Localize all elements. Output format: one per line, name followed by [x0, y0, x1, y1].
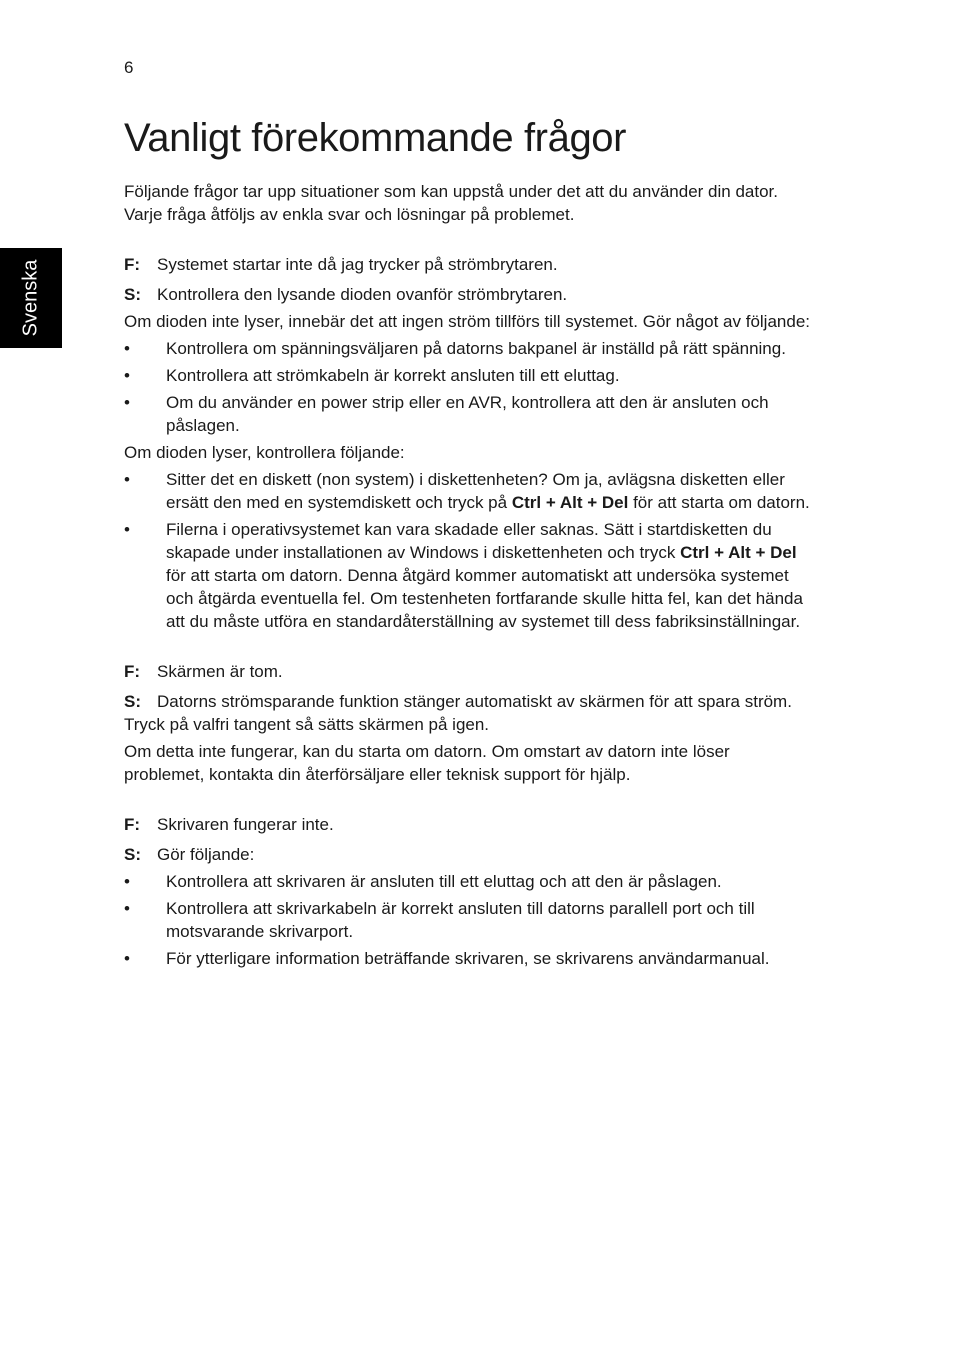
list-item-text: för att starta om datorn. Denna åtgärd kommer automatiskt att undersöka systemet och åtgärda eventuella fel. Om testenheten fortfarande skulle hitta fel, kan det hända att du måste utföra en standardåterställning av systemet till dess fabriksinställningar.	[166, 566, 803, 631]
intro-paragraph: Följande frågor tar upp situationer som kan uppstå under det att du använder din dator. Varje fråga åtföljs av enkla svar och lösningar på problemet.	[124, 182, 778, 224]
list-item-text: för att starta om datorn.	[628, 493, 810, 512]
list-item	[124, 897, 814, 943]
answer-text: Kontrollera den lysande dioden ovanför strömbrytaren.	[157, 285, 568, 304]
bullet-icon: •	[124, 872, 130, 891]
question-text: Skärmen är tom.	[157, 662, 283, 681]
answer-tag: S:	[124, 692, 141, 711]
page-number: 6	[124, 58, 134, 77]
list-item-text: För ytterligare information beträffande skrivaren, se skrivarens användarmanual.	[166, 949, 770, 968]
key-combination: Ctrl + Alt + Del	[680, 543, 797, 562]
list-item	[124, 518, 814, 633]
question-text: Skrivaren fungerar inte.	[157, 815, 334, 834]
bullet-icon: •	[124, 393, 130, 412]
bullet-icon: •	[124, 366, 130, 385]
bullet-list	[124, 468, 814, 633]
key-combination: Ctrl + Alt + Del	[511, 493, 629, 512]
list-item-text: Kontrollera om spänningsväljaren på datorns bakpanel är inställd på rätt spänning.	[166, 339, 786, 358]
bullet-icon: •	[124, 520, 130, 539]
list-item	[124, 364, 814, 387]
question-text: Systemet startar inte då jag trycker på strömbrytaren.	[157, 255, 558, 274]
list-item	[124, 947, 814, 970]
answer-line	[124, 283, 814, 306]
bullet-list	[124, 870, 814, 970]
question-tag: F:	[124, 662, 141, 681]
question-tag: F:	[124, 255, 141, 274]
bullet-icon: •	[124, 470, 130, 489]
bullet-list	[124, 337, 814, 437]
question-line	[124, 813, 814, 836]
answer-text: Datorns strömsparande funktion stänger automatiskt av skärmen för att spara ström. Tryck på valfri tangent så sätts skärmen på igen.	[124, 692, 792, 734]
page-content	[124, 112, 814, 997]
qa-block-printer	[124, 813, 814, 970]
bullet-icon: •	[124, 949, 130, 968]
answer-text: Gör följande:	[157, 845, 255, 864]
paragraph: Om dioden inte lyser, innebär det att ingen ström tillförs till systemet. Gör något av följande:	[124, 312, 811, 331]
bullet-icon: •	[124, 899, 130, 918]
paragraph: Om detta inte fungerar, kan du starta om datorn. Om omstart av datorn inte löser problemet, kontakta din återförsäljare eller teknisk support för hjälp.	[124, 742, 730, 784]
list-item	[124, 391, 814, 437]
list-item	[124, 870, 814, 893]
list-item-text: Om du använder en power strip eller en AVR, kontrollera att den är ansluten och påslagen.	[166, 393, 769, 435]
list-item	[124, 468, 814, 514]
question-line	[124, 660, 814, 683]
question-line	[124, 253, 814, 276]
qa-block-screen	[124, 660, 814, 786]
list-item	[124, 337, 814, 360]
answer-tag: S:	[124, 845, 141, 864]
paragraph: Om dioden lyser, kontrollera följande:	[124, 443, 405, 462]
list-item-text: Kontrollera att strömkabeln är korrekt ansluten till ett eluttag.	[166, 366, 620, 385]
qa-block-power	[124, 253, 814, 633]
answer-line	[124, 843, 814, 866]
question-tag: F:	[124, 815, 141, 834]
language-side-tab	[0, 248, 62, 348]
list-item-text: Kontrollera att skrivarkabeln är korrekt ansluten till datorns parallell port och till motsvarande skrivarport.	[166, 899, 755, 941]
list-item-text: Filerna i operativsystemet kan vara skadade eller saknas. Sätt i startdisketten du skapade under installationen av Windows i diskettenheten och tryck	[166, 520, 772, 562]
list-item-text: Sitter det en diskett (non system) i diskettenheten? Om ja, avlägsna disketten eller ersätt den med en systemdiskett och tryck på	[166, 470, 785, 512]
page-title: Vanligt förekommande frågor	[124, 116, 627, 160]
side-tab-label: Svenska	[19, 259, 42, 337]
answer-line	[124, 690, 814, 736]
list-item-text: Kontrollera att skrivaren är ansluten till ett eluttag och att den är påslagen.	[166, 872, 722, 891]
answer-tag: S:	[124, 285, 141, 304]
bullet-icon: •	[124, 339, 130, 358]
